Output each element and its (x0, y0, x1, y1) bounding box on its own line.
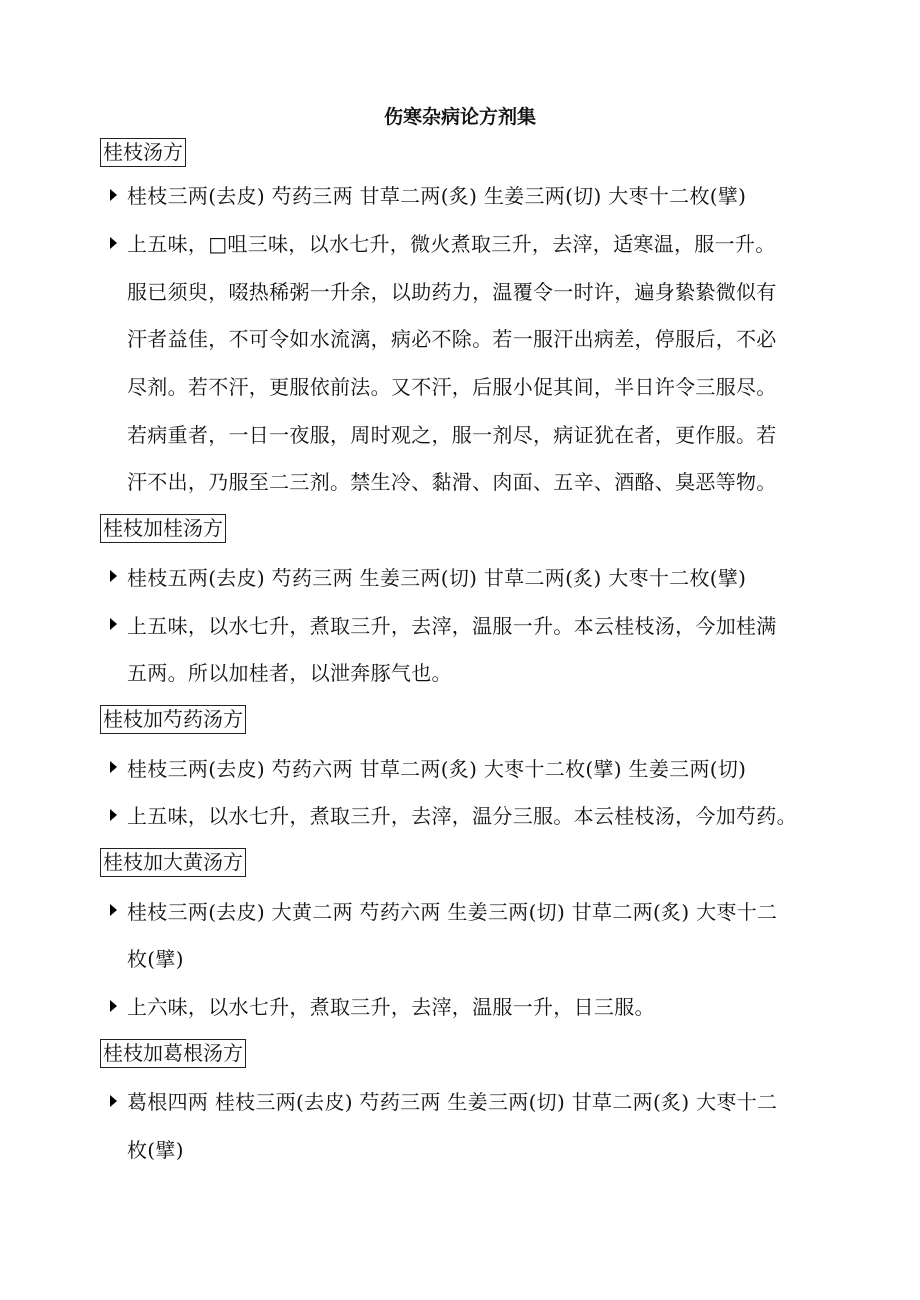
item-text: 枚(擘) (127, 947, 184, 972)
item-text: 桂枝五两(去皮) 芍药三两 生姜三两(切) 甘草二两(炙) 大枣十二枚(擘) (127, 565, 747, 590)
item-text: 桂枝三两(去皮) 大黄二两 芍药六两 生姜三两(切) 甘草二两(炙) 大枣十二 (127, 899, 778, 924)
item-text: 上五味，以水七升，煮取三升，去滓，温分三服。本云桂枝汤，今加芍药。 (127, 804, 797, 829)
section-heading: 桂枝加葛根汤方 (100, 1039, 246, 1068)
list-item-line (100, 409, 830, 457)
section-heading: 桂枝加芍药汤方 (100, 705, 246, 734)
section-heading-row (100, 1029, 830, 1077)
list-item-line (100, 219, 830, 267)
list-item-line (100, 791, 830, 839)
item-text: 若病重者，一日一夜服，周时观之，服一剂尽，病证犹在者，更作服。若 (127, 422, 777, 447)
list-item-line (100, 648, 830, 696)
section-heading: 桂枝加大黄汤方 (100, 848, 246, 877)
list-item-line (100, 600, 830, 648)
item-text: 枚(擘) (127, 1138, 184, 1163)
list-item-line (100, 982, 830, 1030)
bullet-triangle-icon (110, 237, 117, 249)
section-heading: 桂枝汤方 (100, 138, 186, 167)
item-text: 尽剂。若不汗，更服依前法。又不汗，后服小促其间，半日许令三服尽。 (127, 375, 777, 400)
list-item-line (100, 1125, 830, 1173)
list-item-line (100, 266, 830, 314)
item-text: 上五味，以水七升，煮取三升，去滓，温服一升。本云桂枝汤，今加桂满 (127, 613, 777, 638)
item-text: 桂枝三两(去皮) 芍药三两 甘草二两(炙) 生姜三两(切) 大枣十二枚(擘) (127, 184, 747, 209)
list-item-line (100, 553, 830, 601)
item-text: 服已须臾，啜热稀粥一升余，以助药力，温覆令一时许，遍身絷絷微似有 (127, 279, 777, 304)
list-item-line (100, 171, 830, 219)
section-heading-row (100, 839, 830, 887)
item-text: 桂枝三两(去皮) 芍药六两 甘草二两(炙) 大枣十二枚(擘) 生姜三两(切) (127, 756, 747, 781)
list-item-line (100, 1077, 830, 1125)
bullet-triangle-icon (110, 570, 117, 582)
bullet-triangle-icon (110, 618, 117, 630)
bullet-triangle-icon (110, 904, 117, 916)
section-heading: 桂枝加桂汤方 (100, 514, 226, 543)
document-title: 伤寒杂病论方剂集 (383, 106, 536, 128)
section-heading-row (100, 696, 830, 744)
list-item-line (100, 743, 830, 791)
bullet-triangle-icon (110, 1000, 117, 1012)
item-text: 汗者益佳，不可令如水流漓，病必不除。若一服汗出病差，停服后，不必 (127, 327, 777, 352)
bullet-triangle-icon (110, 809, 117, 821)
list-item-line (100, 362, 830, 410)
item-text: 葛根四两 桂枝三两(去皮) 芍药三两 生姜三两(切) 甘草二两(炙) 大枣十二 (127, 1090, 778, 1115)
item-text: 上六味，以水七升，煮取三升，去滓，温服一升，日三服。 (127, 995, 655, 1020)
section-heading-row (100, 505, 830, 553)
item-text: 上五味，□咀三味，以水七升，微火煮取三升，去滓，适寒温，服一升。 (127, 232, 776, 257)
section-heading-row (100, 134, 830, 171)
bullet-triangle-icon (110, 761, 117, 773)
list-item-line (100, 886, 830, 934)
list-item-line (100, 934, 830, 982)
document-body (100, 134, 830, 1172)
list-item-line (100, 457, 830, 505)
item-text: 汗不出，乃服至二三剂。禁生冷、黏滑、肉面、五辛、酒酪、臭恶等物。 (127, 470, 777, 495)
bullet-triangle-icon (110, 189, 117, 201)
bullet-triangle-icon (110, 1095, 117, 1107)
list-item-line (100, 314, 830, 362)
item-text: 五两。所以加桂者，以泄奔豚气也。 (127, 661, 452, 686)
